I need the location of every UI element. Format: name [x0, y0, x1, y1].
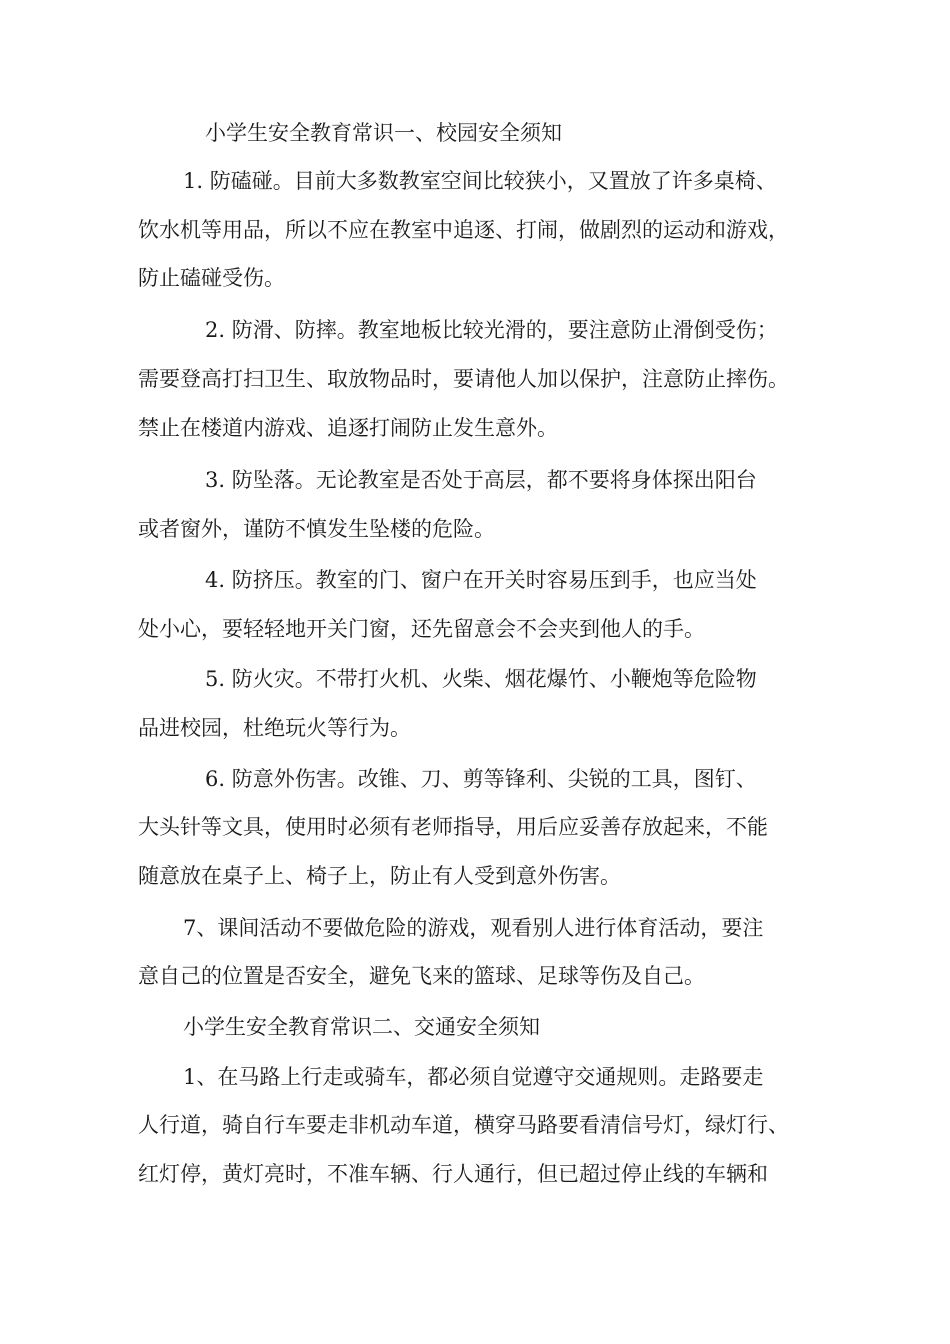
paragraph-line: 2. 防滑、防摔。教室地板比较光滑的，要注意防止滑倒受伤； — [205, 318, 778, 342]
paragraph-line: 随意放在桌子上、椅子上，防止有人受到意外伤害。 — [138, 864, 621, 888]
paragraph-line: 6. 防意外伤害。改锥、刀、剪等锋利、尖锐的工具，图钉、 — [205, 767, 757, 791]
paragraph-line: 饮水机等用品，所以不应在教室中追逐、打闹，做剧烈的运动和游戏， — [138, 218, 789, 242]
paragraph-line: 大头针等文具，使用时必须有老师指导，用后应妥善存放起来，不能 — [138, 815, 768, 839]
paragraph-line: 品进校园，杜绝玩火等行为。 — [138, 716, 411, 740]
paragraph-line: 1. 防磕碰。目前大多数教室空间比较狭小，又置放了许多桌椅、 — [183, 169, 777, 193]
paragraph-line: 人行道，骑自行车要走非机动车道，横穿马路要看清信号灯，绿灯行、 — [138, 1113, 789, 1137]
paragraph-line: 7、课间活动不要做危险的游戏，观看别人进行体育活动，要注 — [183, 916, 764, 940]
paragraph-line: 意自己的位置是否安全，避免飞来的篮球、足球等伤及自己。 — [138, 964, 705, 988]
paragraph-line: 1、在马路上行走或骑车，都必须自觉遵守交通规则。走路要走 — [183, 1065, 764, 1089]
paragraph-line: 需要登高打扫卫生、取放物品时，要请他人加以保护，注意防止摔伤。 — [138, 367, 789, 391]
paragraph-line: 5. 防火灾。不带打火机、火柴、烟花爆竹、小鞭炮等危险物 — [205, 667, 757, 691]
paragraph-line: 或者窗外，谨防不慎发生坠楼的危险。 — [138, 517, 495, 541]
paragraph-line: 禁止在楼道内游戏、追逐打闹防止发生意外。 — [138, 416, 558, 440]
paragraph-line: 处小心，要轻轻地开关门窗，还先留意会不会夹到他人的手。 — [138, 617, 705, 641]
paragraph-line: 防止磕碰受伤。 — [138, 266, 285, 290]
section-heading-campus-safety: 小学生安全教育常识一、校园安全须知 — [205, 121, 562, 145]
paragraph-line: 红灯停，黄灯亮时，不准车辆、行人通行，但已超过停止线的车辆和 — [138, 1162, 768, 1186]
section-heading-traffic-safety: 小学生安全教育常识二、交通安全须知 — [183, 1015, 540, 1039]
paragraph-line: 4. 防挤压。教室的门、窗户在开关时容易压到手，也应当处 — [205, 568, 757, 592]
paragraph-line: 3. 防坠落。无论教室是否处于高层，都不要将身体探出阳台 — [205, 468, 757, 492]
